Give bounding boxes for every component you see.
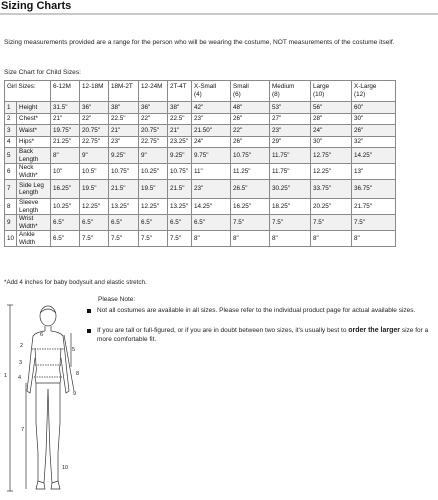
table-cell: 8" (311, 231, 352, 247)
table-cell: 31.5" (51, 102, 80, 114)
table-cell: 10.25" (51, 199, 80, 215)
row-number: 2 (5, 113, 17, 125)
page-title: Sizing Charts (1, 0, 72, 12)
table-cell: 23" (192, 180, 231, 199)
table-cell: 30" (352, 113, 396, 125)
table-cell: 24" (311, 125, 352, 137)
table-row (5, 164, 396, 180)
table-cell: 23" (270, 125, 311, 137)
table-cell: 22.75" (80, 136, 109, 148)
table-cell: 22" (80, 113, 109, 125)
table-cell: 7.5" (80, 231, 109, 247)
column-header: Large (10) (311, 81, 352, 102)
table-cell: 16.25" (51, 180, 80, 199)
table-cell: 10.25" (139, 164, 168, 180)
please-note-title: Please Note: (98, 296, 136, 303)
table-cell: 27" (270, 113, 311, 125)
table-cell: 12.75" (311, 148, 352, 164)
table-cell: 26" (231, 113, 270, 125)
table-cell: 23" (109, 136, 139, 148)
table-cell: 7.5" (168, 231, 192, 247)
row-number: 5 (5, 148, 17, 164)
table-cell: 13.25" (109, 199, 139, 215)
size-chart-table (4, 80, 396, 247)
row-number: 8 (5, 199, 17, 215)
table-cell: 9" (80, 148, 109, 164)
table-cell: 11" (192, 164, 231, 180)
table-cell: 6.5" (192, 215, 231, 231)
table-cell: 9" (139, 148, 168, 164)
fig-label-3: 3 (19, 360, 23, 366)
table-cell: 6.5" (80, 215, 109, 231)
fig-label-1: 1 (4, 373, 8, 379)
row-number: 4 (5, 136, 17, 148)
table-cell: 9.25" (109, 148, 139, 164)
table-cell: 19.5" (139, 180, 168, 199)
title-rule (0, 13, 438, 15)
table-cell: 56" (311, 102, 352, 114)
table-cell: 22" (139, 113, 168, 125)
table-cell: 33.75" (311, 180, 352, 199)
table-cell: 21" (51, 113, 80, 125)
row-number: 1 (5, 102, 17, 114)
table-cell: 6.5" (168, 215, 192, 231)
table-cell: 29" (270, 136, 311, 148)
table-cell: 8" (352, 231, 396, 247)
fig-label-7: 7 (21, 427, 25, 433)
table-cell: 28" (311, 113, 352, 125)
fig-label-10: 10 (62, 465, 69, 471)
footnote: *Add 4 inches for baby bodysuit and elastic stretch. (4, 279, 147, 286)
note-bullet-2-bold: order the larger (348, 327, 401, 334)
child-measurement-figure (0, 303, 86, 495)
note-bullet-1-text: Not all costumes are available in all sizes. Please refer to the individual product page for actual available sizes. (97, 307, 416, 314)
table-cell: 7.5" (231, 215, 270, 231)
table-cell: 21.75" (352, 199, 396, 215)
chart-subtitle: Size Chart for Child Sizes: (4, 69, 81, 76)
table-cell: 11.75" (270, 164, 311, 180)
row-label: Wrist Width* (17, 215, 51, 231)
table-corner-label: Girl Sizes: (5, 81, 51, 102)
table-cell: 42" (192, 102, 231, 114)
note-bullet-2-post: size for a more comfortable fit. (97, 327, 429, 343)
table-cell: 11.25" (231, 164, 270, 180)
table-cell: 19.75" (51, 125, 80, 137)
table-cell: 19.5" (80, 180, 109, 199)
table-cell: 7.5" (352, 215, 396, 231)
table-cell: 30" (311, 136, 352, 148)
table-cell: 9.75" (192, 148, 231, 164)
fig-label-2: 2 (20, 343, 24, 349)
row-label: Side Leg Length (17, 180, 51, 199)
column-header: 2T-4T (168, 81, 192, 102)
table-cell: 22.5" (168, 113, 192, 125)
table-cell: 9.25" (168, 148, 192, 164)
table-cell: 13.25" (168, 199, 192, 215)
table-row (5, 215, 396, 231)
table-cell: 14.25" (192, 199, 231, 215)
table-cell: 26.5" (231, 180, 270, 199)
table-row (5, 113, 396, 125)
table-row (5, 136, 396, 148)
table-cell: 12.25" (80, 199, 109, 215)
table-cell: 21" (109, 125, 139, 137)
column-header: 12-24M (139, 81, 168, 102)
table-cell: 6.5" (109, 215, 139, 231)
table-cell: 32" (352, 136, 396, 148)
table-row (5, 199, 396, 215)
table-cell: 12.25" (311, 164, 352, 180)
row-label: Chest* (17, 113, 51, 125)
table-cell: 10.75" (168, 164, 192, 180)
table-cell: 48" (231, 102, 270, 114)
table-cell: 10.75" (231, 148, 270, 164)
row-number: 7 (5, 180, 17, 199)
table-cell: 10.5" (80, 164, 109, 180)
table-cell: 20.75" (139, 125, 168, 137)
table-row (5, 180, 396, 199)
column-header: Small (6) (231, 81, 270, 102)
table-cell: 36" (139, 102, 168, 114)
row-number: 9 (5, 215, 17, 231)
table-cell: 24" (192, 136, 231, 148)
table-cell: 22" (231, 125, 270, 137)
fig-label-9: 9 (73, 391, 77, 397)
table-cell: 11.75" (270, 148, 311, 164)
column-header: Medium (8) (270, 81, 311, 102)
table-cell: 23" (192, 113, 231, 125)
table-cell: 7.5" (139, 231, 168, 247)
table-cell: 10.75" (109, 164, 139, 180)
table-cell: 60" (352, 102, 396, 114)
table-cell: 6.5" (139, 215, 168, 231)
table-cell: 21.5" (168, 180, 192, 199)
bullet-square-icon (87, 309, 91, 313)
column-header: 12-18M (80, 81, 109, 102)
table-header-row (5, 81, 396, 102)
fig-label-5: 5 (72, 347, 76, 353)
table-cell: 7.5" (311, 215, 352, 231)
row-number: 3 (5, 125, 17, 137)
table-cell: 53" (270, 102, 311, 114)
table-cell: 8" (231, 231, 270, 247)
column-header: 18M-2T (109, 81, 139, 102)
intro-text: Sizing measurements provided are a range for the person who will be wearing the costume, NOT measurements of the costume itself. (4, 39, 395, 46)
column-header: X-Large (12) (352, 81, 396, 102)
row-label: Back Length (17, 148, 51, 164)
title-bar (0, 0, 438, 15)
table-cell: 21.5" (109, 180, 139, 199)
column-header: X-Small (4) (192, 81, 231, 102)
table-cell: 20.25" (311, 199, 352, 215)
note-bullet-2-text (97, 327, 432, 344)
table-cell: 8" (192, 231, 231, 247)
row-number: 6 (5, 164, 17, 180)
bullet-square-icon (87, 329, 91, 333)
table-cell: 21.50" (192, 125, 231, 137)
row-number: 10 (5, 231, 17, 247)
fig-label-8: 8 (76, 371, 80, 377)
fig-label-6: 6 (40, 332, 44, 338)
row-label: Height (17, 102, 51, 114)
table-cell: 10" (51, 164, 80, 180)
table-cell: 8" (270, 231, 311, 247)
row-label: Ankle Width (17, 231, 51, 247)
table-cell: 16.25" (231, 199, 270, 215)
row-label: Sleeve Length (17, 199, 51, 215)
table-cell: 6.5" (51, 215, 80, 231)
row-label: Waist* (17, 125, 51, 137)
table-cell: 38" (109, 102, 139, 114)
table-cell: 7.5" (109, 231, 139, 247)
table-cell: 20.75" (80, 125, 109, 137)
table-cell: 8" (51, 148, 80, 164)
table-cell: 36" (80, 102, 109, 114)
table-cell: 21" (168, 125, 192, 137)
table-cell: 26" (231, 136, 270, 148)
table-cell: 12.25" (139, 199, 168, 215)
fig-label-4: 4 (18, 375, 22, 381)
table-cell: 38" (168, 102, 192, 114)
row-label: Neck Width* (17, 164, 51, 180)
table-cell: 26" (352, 125, 396, 137)
body-diagram-icon (0, 303, 86, 495)
table-cell: 23.25" (168, 136, 192, 148)
note-bullet-2-pre: If you are tall or full-figured, or if you are in doubt between two sizes, it's usually best to (97, 327, 347, 334)
table-cell: 6.5" (51, 231, 80, 247)
table-cell: 30.25" (270, 180, 311, 199)
table-row (5, 125, 396, 137)
table-cell: 22.75" (139, 136, 168, 148)
table-cell: 7.5" (270, 215, 311, 231)
table-cell: 14.25" (352, 148, 396, 164)
table-row (5, 102, 396, 114)
table-cell: 21.25" (51, 136, 80, 148)
table-cell: 22.5" (109, 113, 139, 125)
row-label: Hips* (17, 136, 51, 148)
table-row (5, 148, 396, 164)
column-header: 6-12M (51, 81, 80, 102)
table-row (5, 231, 396, 247)
table-cell: 13" (352, 164, 396, 180)
table-cell: 18.25" (270, 199, 311, 215)
table-cell: 36.75" (352, 180, 396, 199)
